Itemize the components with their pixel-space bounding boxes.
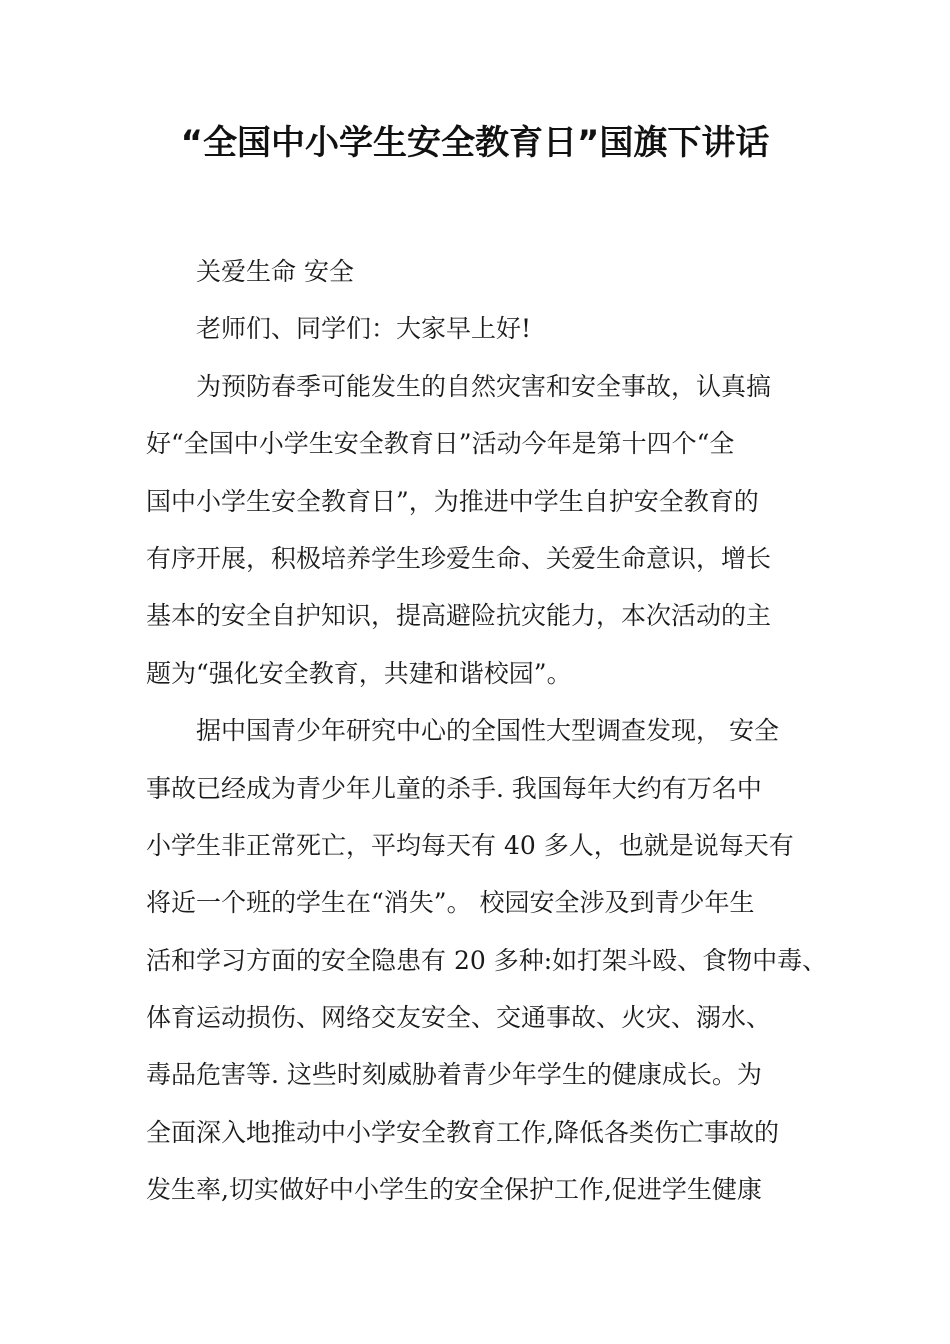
paragraph-line: 体育运动损伤、网络交友安全、交通事故、火灾、溺水、	[146, 1003, 772, 1033]
paragraph-line: 题为“强化安全教育，共建和谐校园”。	[146, 658, 572, 688]
paragraph-line: 发生率,切实做好中小学生的安全保护工作,促进学生健康	[146, 1175, 762, 1205]
paragraph-2	[146, 702, 828, 1219]
subtitle-line: 关爱生命 安全	[196, 257, 354, 286]
paragraph-line: 全面深入地推动中小学安全教育工作,降低各类伤亡事故的	[146, 1117, 779, 1147]
paragraph-line: 国中小学生安全教育日”，为推进中学生自护安全教育的	[146, 486, 759, 516]
paragraph-line: 为预防春季可能发生的自然灾害和安全事故，认真搞	[196, 371, 772, 401]
document-body	[146, 243, 828, 1219]
paragraph-1	[146, 358, 816, 702]
paragraph-line: 好“全国中小学生安全教育日”活动今年是第十四个“全	[146, 429, 735, 459]
greeting-line: 老师们、同学们：大家早上好!	[196, 314, 532, 344]
document-title: “全国中小学生安全教育日”国旗下讲话	[180, 123, 770, 163]
paragraph-line: 事故已经成为青少年儿童的杀手. 我国每年大约有万名中	[146, 773, 762, 803]
paragraph-line: 基本的安全自护知识，提高避险抗灾能力，本次活动的主	[146, 601, 772, 631]
paragraph-line: 有序开展，积极培养学生珍爱生命、关爱生命意识，增长	[146, 543, 772, 573]
paragraph-line: 活和学习方面的安全隐患有 20 多种:如打架斗殴、食物中毒、	[146, 945, 828, 975]
paragraph-line: 将近一个班的学生在“消失”。 校园安全涉及到青少年生	[146, 888, 755, 918]
paragraph-line: 小学生非正常死亡，平均每天有 40 多人，也就是说每天有	[146, 830, 794, 860]
paragraph-line: 毒品危害等. 这些时刻威胁着青少年学生的健康成长。为	[146, 1060, 762, 1090]
paragraph-line: 据中国青少年研究中心的全国性大型调查发现， 安全	[196, 716, 779, 746]
